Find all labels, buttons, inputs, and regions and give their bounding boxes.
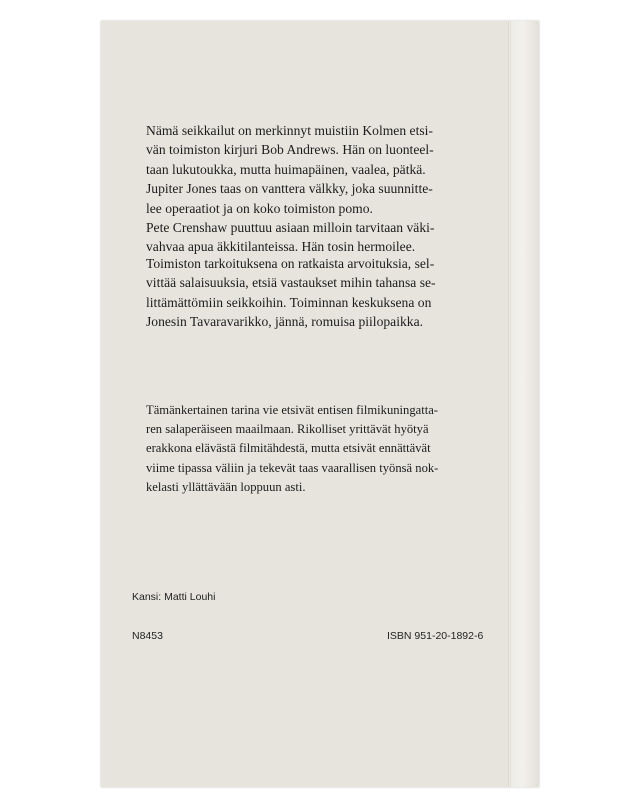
- cover-panel: [101, 21, 508, 787]
- text-line: Nämä seikkailut on merkinnyt muistiin Kolmen etsi-: [146, 123, 433, 138]
- text-line: Jupiter Jones taas on vanttera välkky, joka suunnitte-: [146, 181, 433, 197]
- text-line: littämättömiin seikkoihin. Toiminnan keskuksena on: [146, 294, 432, 310]
- blurb-paragraph-story: [146, 401, 486, 497]
- text-line: Toimiston tarkoituksena on ratkaista arvoituksia, sel-: [146, 256, 435, 271]
- blurb-paragraph-agency: [146, 254, 486, 332]
- text-line: Tämänkertainen tarina vie etsivät entisen filmikuningatta-: [146, 403, 438, 417]
- product-code: N8453: [132, 630, 163, 642]
- text-line: Pete Crenshaw puuttuu asiaan milloin tarvitaan väki-: [146, 220, 435, 236]
- blurb-paragraph-characters: [146, 121, 486, 257]
- text-line: Jonesin Tavaravarikko, jännä, romuisa piilopaikka.: [146, 314, 424, 330]
- text-line: ren salaperäiseen maailmaan. Rikolliset yrittävät hyötyä: [146, 422, 429, 437]
- book-spine: [511, 21, 539, 787]
- text-line: vahvaa apua äkkitilanteissa. Hän tosin hermoilee.: [146, 239, 416, 255]
- text-line: erakkona elävästä filmitähdestä, mutta etsivät ennättävät: [146, 441, 431, 456]
- text-line: lee operaatiot ja on koko toimiston pomo.: [146, 200, 373, 216]
- isbn-number: ISBN 951-20-1892-6: [387, 630, 484, 642]
- text-line: kelasti yllättävään loppuun asti.: [146, 479, 306, 494]
- text-line: taan lukutoukka, mutta huimapäinen, vaalea, pätkä.: [146, 161, 426, 177]
- text-line: viime tipassa väliin ja tekevät taas vaarallisen työnsä nok-: [146, 460, 439, 475]
- cover-illustrator-credit: Kansi: Matti Louhi: [132, 591, 216, 603]
- book-back-cover: [101, 21, 539, 787]
- text-line: vän toimiston kirjuri Bob Andrews. Hän on luonteel-: [146, 142, 434, 158]
- text-line: vittää salaisuuksia, etsiä vastaukset mihin tahansa se-: [146, 275, 436, 291]
